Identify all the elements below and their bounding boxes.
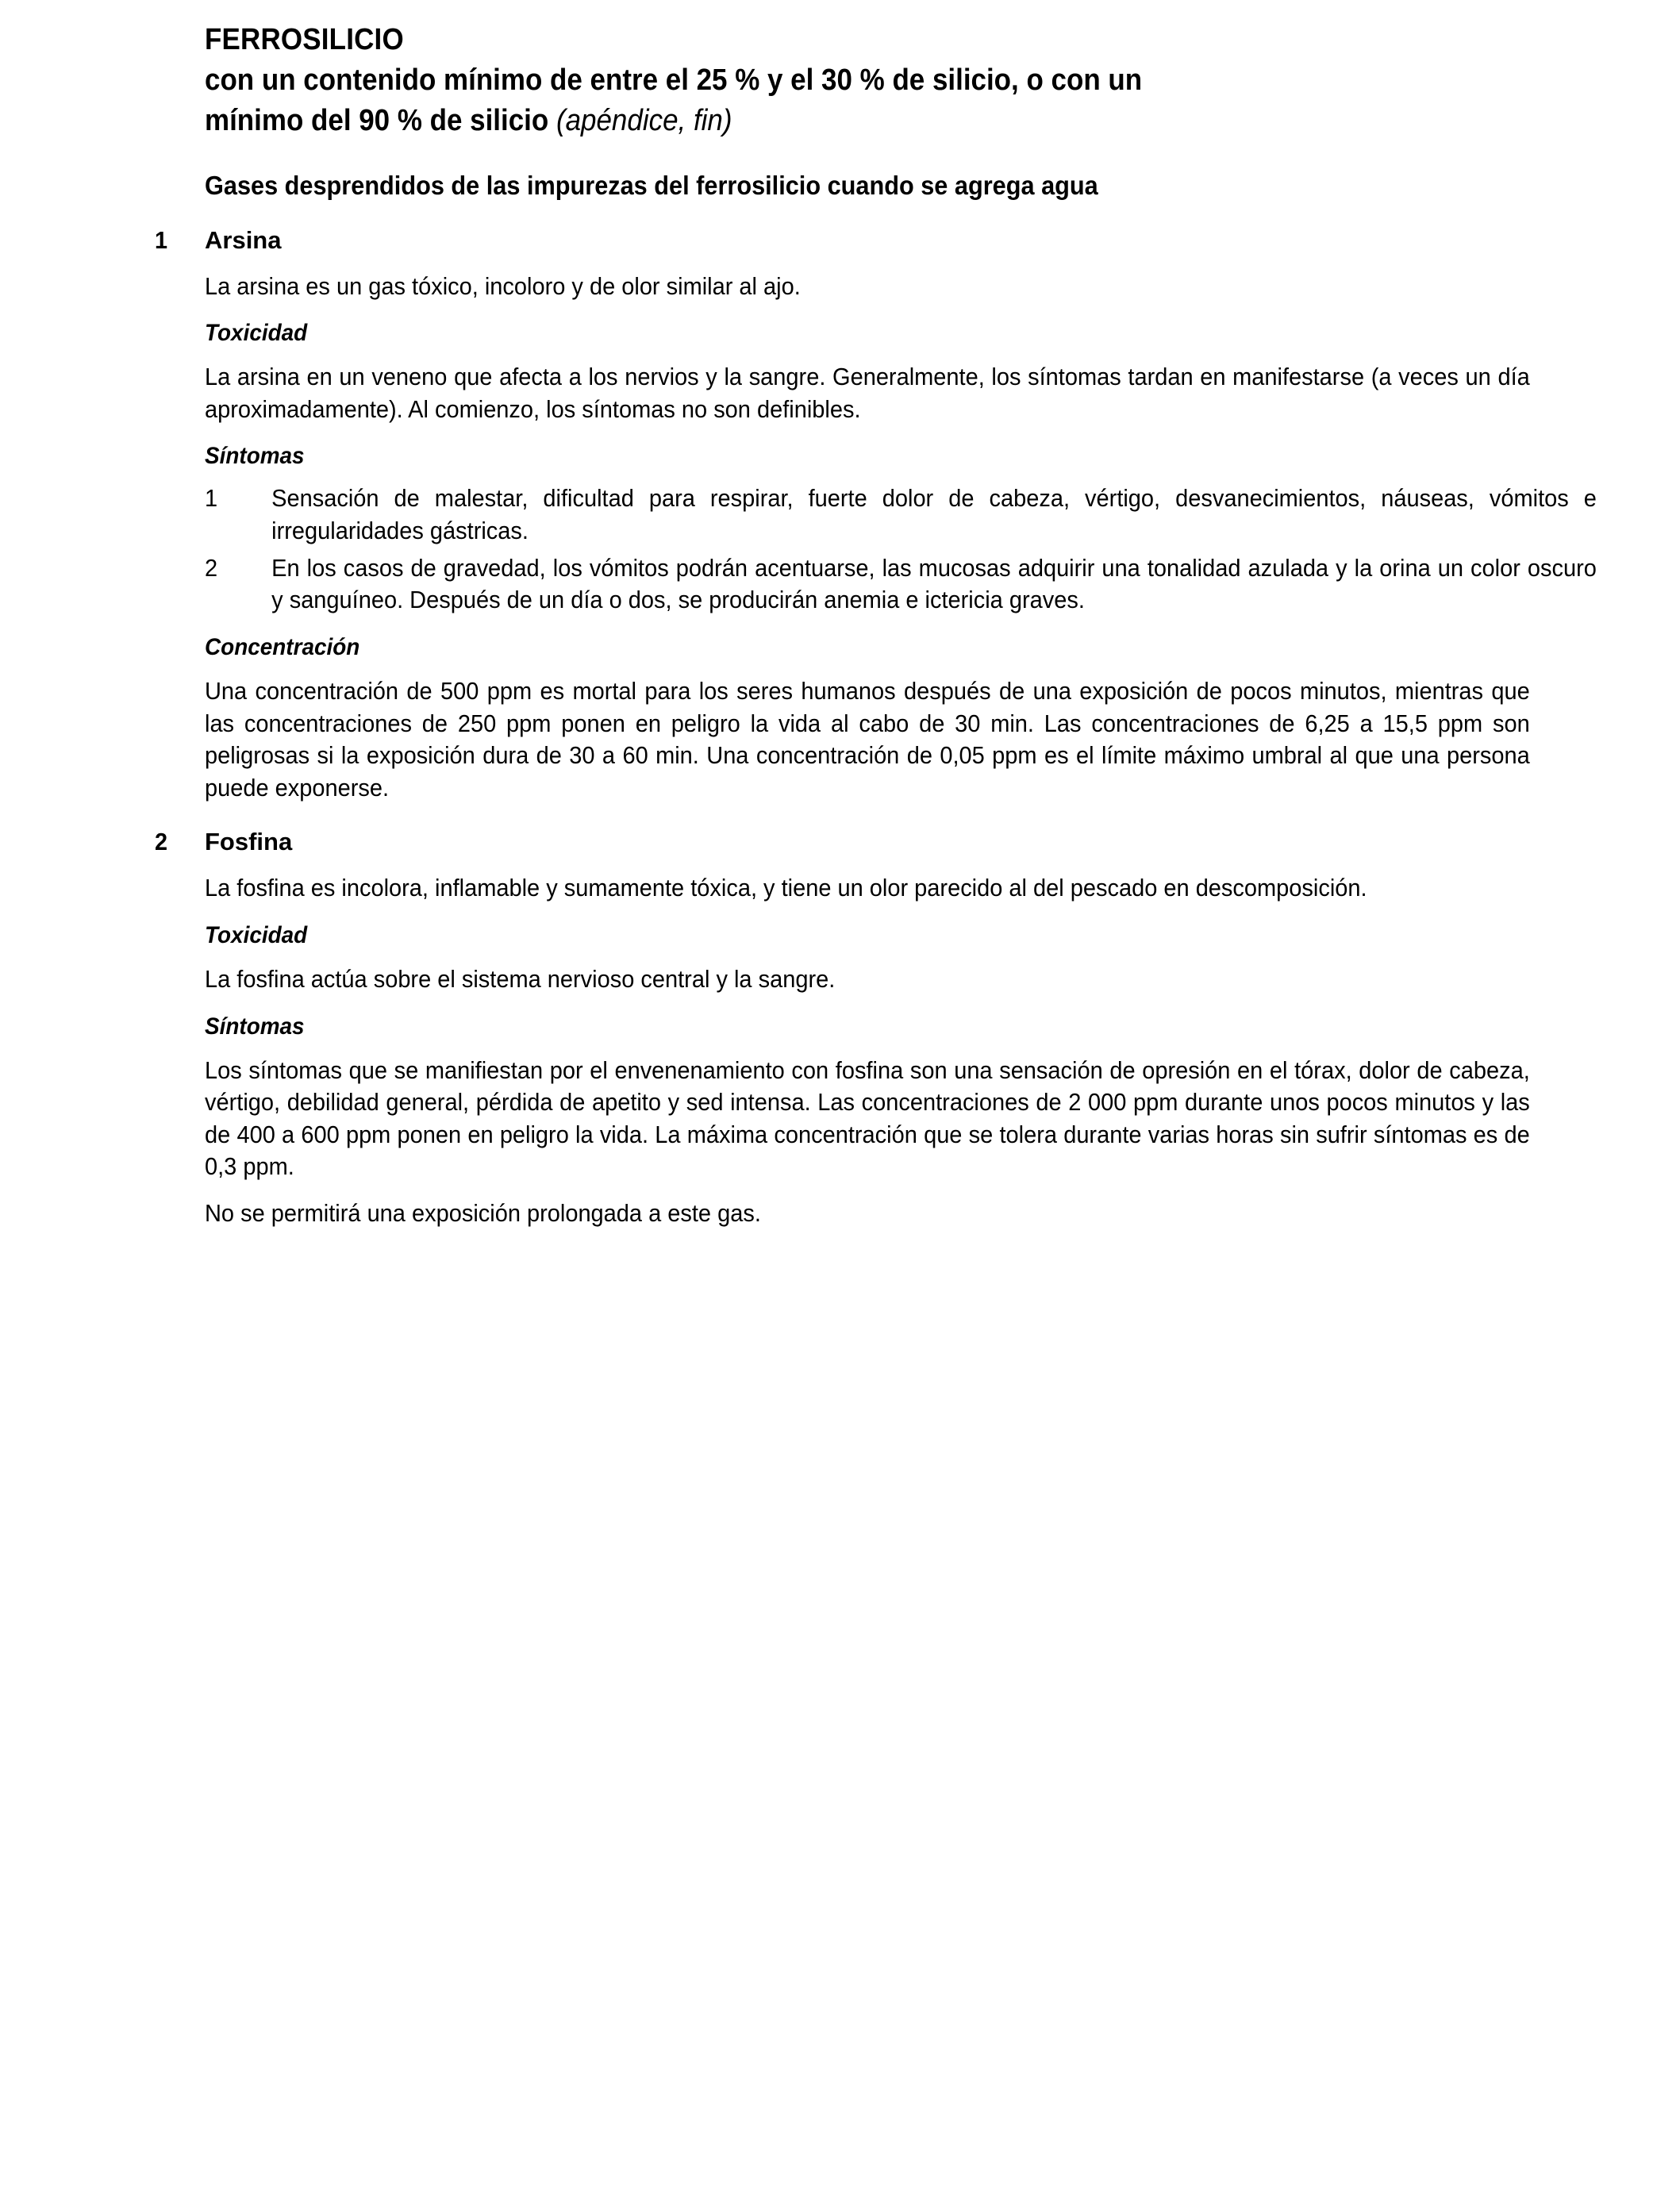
list-item-marker: 2 xyxy=(205,553,218,582)
fosfina-sintomas-heading: Síntomas xyxy=(205,1013,305,1040)
arsina-sintomas-list xyxy=(205,483,1597,616)
list-item xyxy=(205,483,1597,547)
title-block xyxy=(205,21,1529,140)
entry-arsina-body xyxy=(205,271,1597,805)
entry-fosfina-body xyxy=(205,872,1529,1229)
list-item-marker: 1 xyxy=(205,484,218,513)
page-title: FERROSILICIO xyxy=(205,23,404,56)
fosfina-closing-paragraph: No se permitirá una exposición prolongada a este gas. xyxy=(205,1199,761,1228)
entry-fosfina-title: Fosfina xyxy=(205,828,293,856)
subtitle-text-line-2: mínimo del 90 % de silicio xyxy=(205,104,556,138)
entry-fosfina-head xyxy=(155,828,1529,858)
arsina-concentracion-heading: Concentración xyxy=(205,633,360,660)
arsina-sintomas-heading: Síntomas xyxy=(205,443,305,470)
subtitle-appendix-note: (apéndice, fin) xyxy=(556,104,732,138)
entry-fosfina-number: 2 xyxy=(155,828,168,856)
list-item-text: Sensación de malestar, dificultad para respirar, fuerte dolor de cabeza, vértigo, desvanecimientos, náuseas, vómitos e irregularidades gástricas. xyxy=(271,484,1597,545)
entry-arsina-head xyxy=(155,226,1529,256)
fosfina-intro-paragraph: La fosfina es incolora, inflamable y sumamente tóxica, y tiene un olor parecido al del pescado en descomposición. xyxy=(205,874,1367,902)
entry-arsina-title: Arsina xyxy=(205,225,282,254)
entry-arsina-number: 1 xyxy=(155,225,168,254)
arsina-concentracion-paragraph: Una concentración de 500 ppm es mortal para los seres humanos después de una exposición de pocos minutos, mientras que las concentraciones de 250 ppm ponen en peligro la vida al cabo de 30 min. Las concentraciones de 6,25 a 15,5 ppm son peligrosas si la exposición dura de 30 a 60 min. Una concentración de 0,05 ppm es el límite máximo umbral al que una persona puede exponerse. xyxy=(205,676,1530,802)
entry-fosfina xyxy=(155,828,1529,1229)
list-item xyxy=(205,552,1597,617)
fosfina-toxicidad-paragraph: La fosfina actúa sobre el sistema nervioso central y la sangre. xyxy=(205,964,836,993)
page-subtitle-line-1 xyxy=(205,61,1423,100)
arsina-intro-paragraph: La arsina es un gas tóxico, incoloro y de olor similar al ajo. xyxy=(205,271,801,300)
arsina-toxicidad-paragraph: La arsina en un veneno que afecta a los nervios y la sangre. Generalmente, los síntomas tardan en manifestarse (a veces un día aproximadamente). Al comienzo, los síntomas no son definibles. xyxy=(205,363,1530,423)
list-item-text: En los casos de gravedad, los vómitos podrán acentuarse, las mucosas adquirir una tonalidad azulada y la orina un color oscuro y sanguíneo. Después de un día o dos, se producirán anemia e ictericia graves. xyxy=(271,553,1597,614)
entry-arsina xyxy=(155,225,1597,805)
section-heading: Gases desprendidos de las impurezas del ferrosilicio cuando se agrega agua xyxy=(205,171,1098,201)
fosfina-toxicidad-heading: Toxicidad xyxy=(205,921,308,948)
fosfina-sintomas-paragraph: Los síntomas que se manifiestan por el envenenamiento con fosfina son una sensación de opresión en el tórax, dolor de cabeza, vértigo, debilidad general, pérdida de apetito y sed intensa. Las concentraciones de 2 000 ppm durante unos pocos minutos y las de 400 a 600 ppm ponen en peligro la vida. La máxima concentración que se tolera durante varias horas sin sufrir síntomas es de 0,3 ppm. xyxy=(205,1055,1530,1181)
arsina-toxicidad-heading: Toxicidad xyxy=(205,320,308,347)
page-subtitle-line-2 xyxy=(205,102,1423,140)
subtitle-text-line-1: con un contenido mínimo de entre el 25 % y el 30 % de silicio, o con un xyxy=(205,63,1143,97)
